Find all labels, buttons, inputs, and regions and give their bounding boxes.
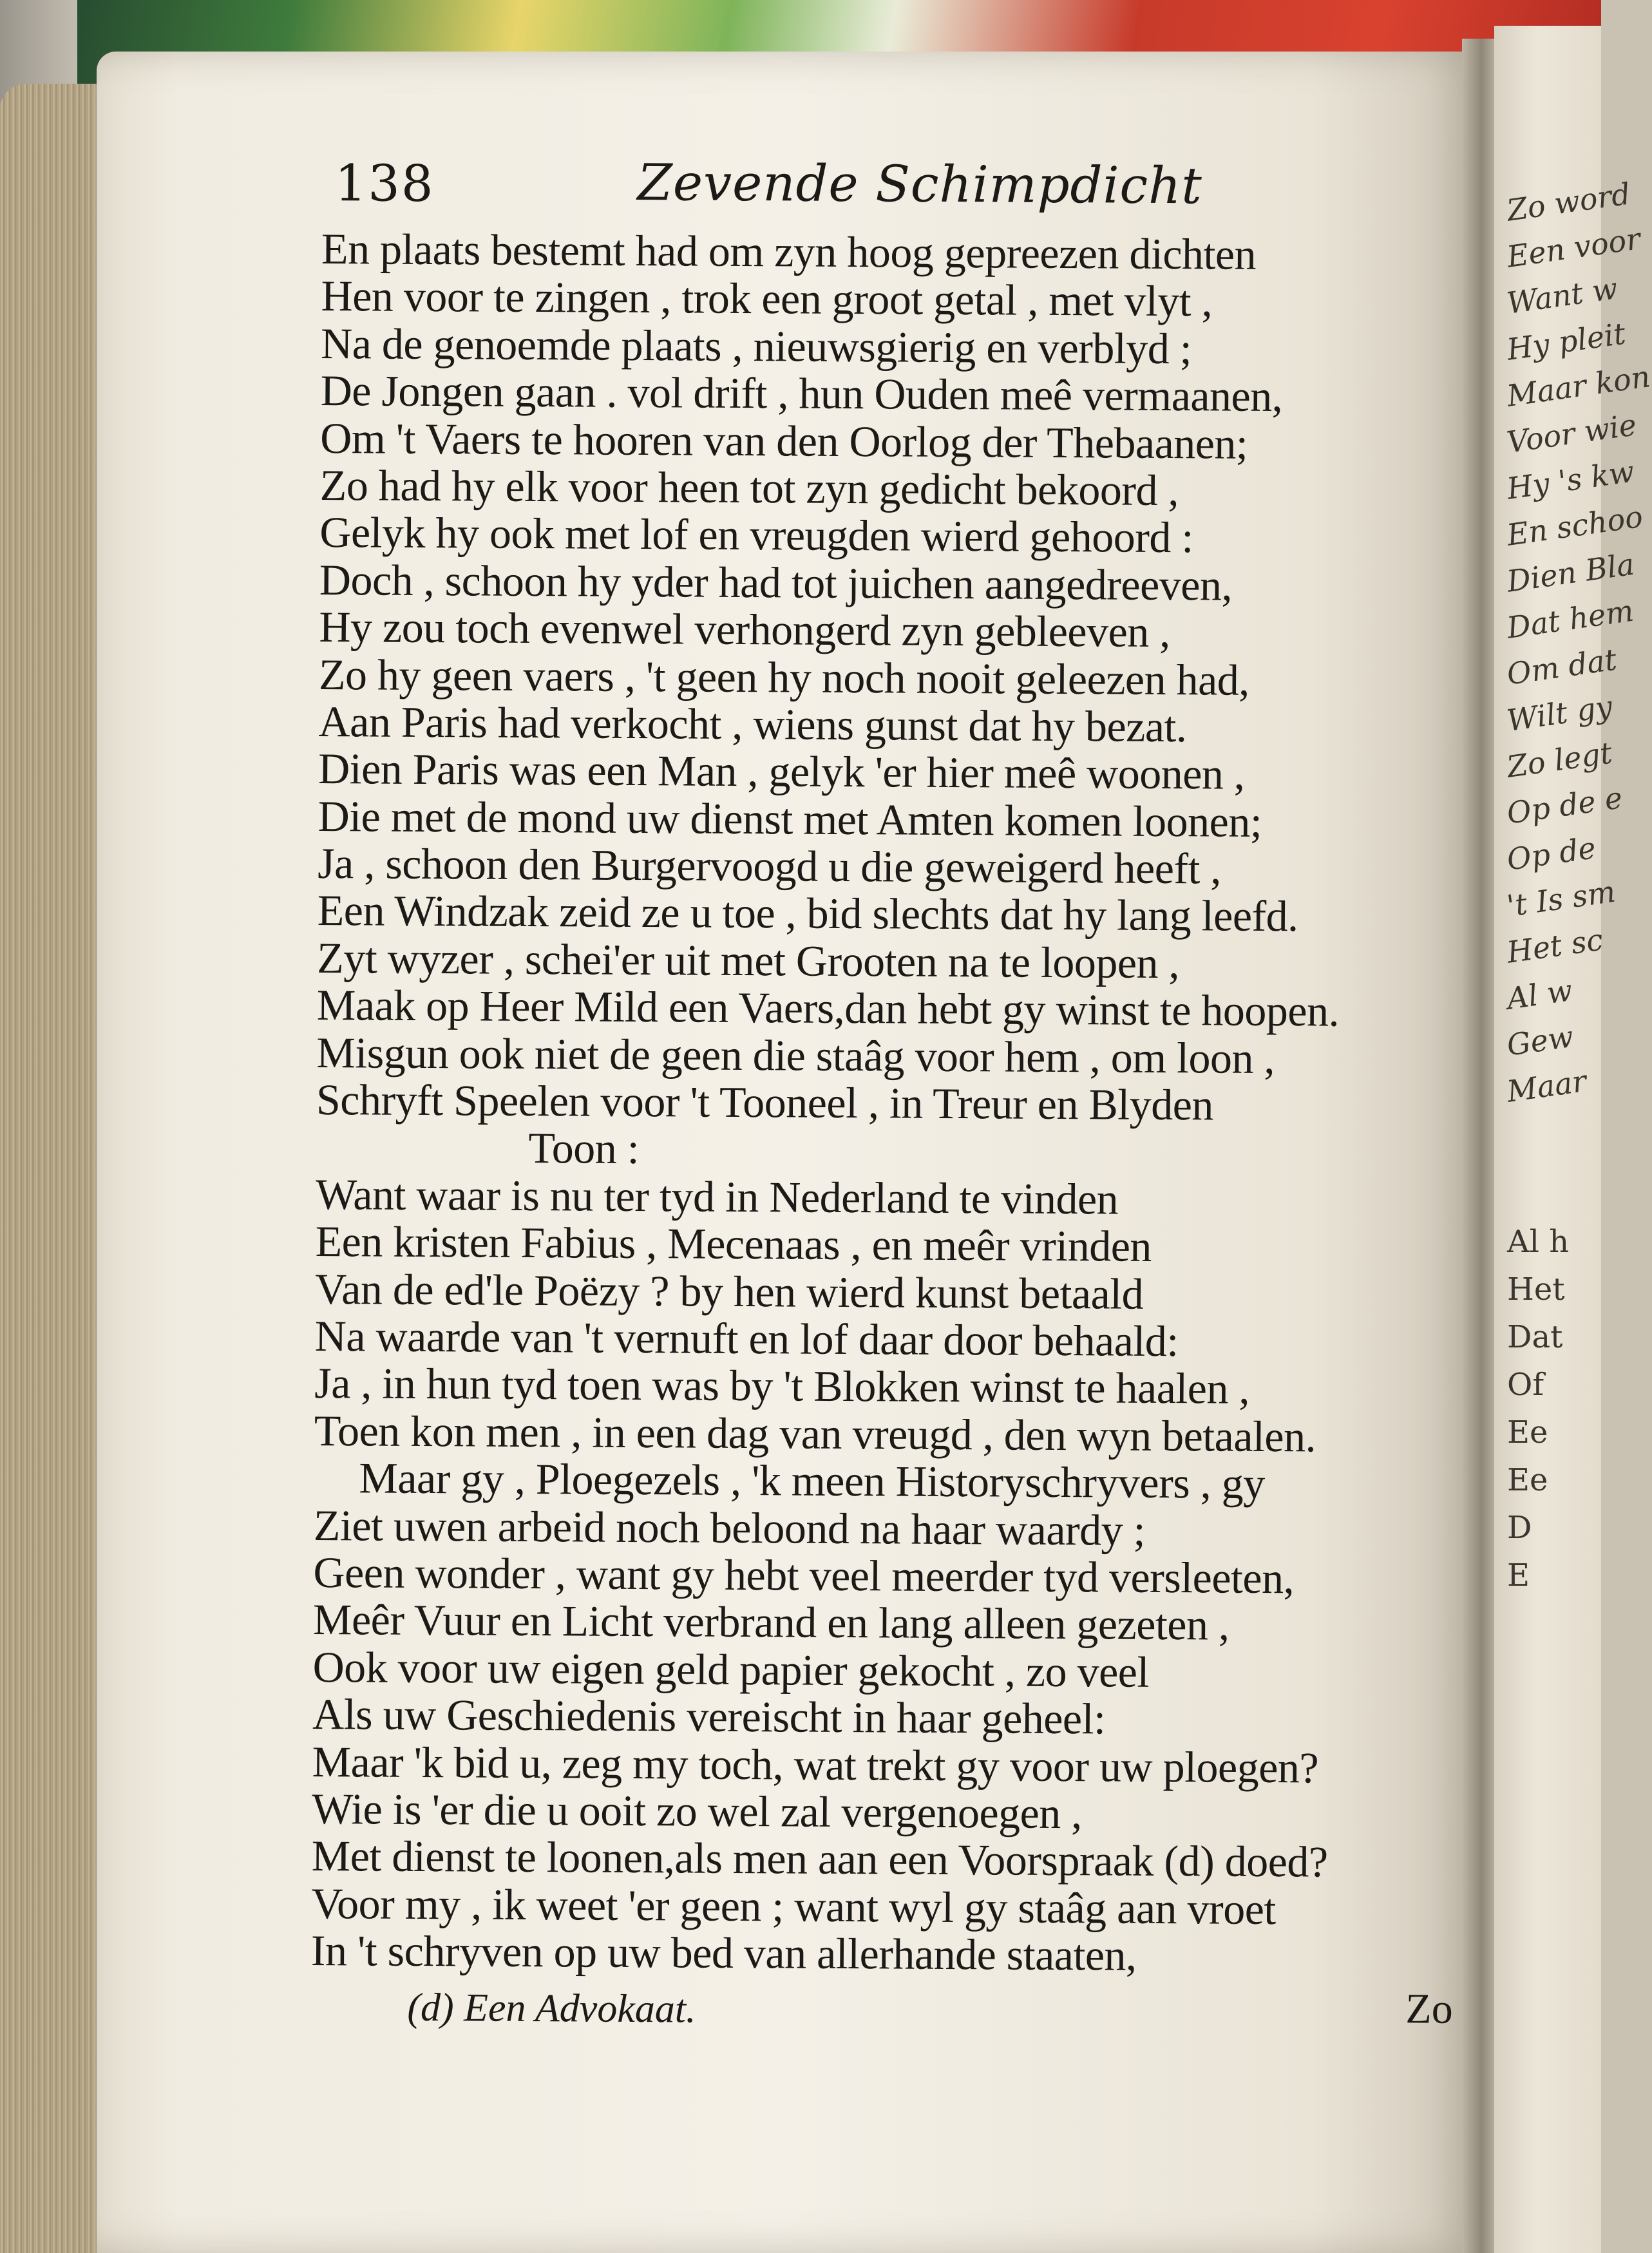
poem-line: Maar 'k bid u, zeg my toch, wat trekt gy voor uw ploegen? bbox=[312, 1736, 1319, 1792]
facing-page-line: Zo legt bbox=[1505, 735, 1615, 784]
facing-page-line: Dat bbox=[1507, 1319, 1563, 1355]
facing-page-line: Voor wie bbox=[1505, 407, 1639, 460]
book-page-right bbox=[1494, 26, 1652, 2253]
poem-line: Die met de mond uw dienst met Amten komen loonen; bbox=[318, 791, 1262, 846]
poem-line: Hy zou toch evenwel verhongerd zyn gebleeven , bbox=[319, 602, 1171, 657]
facing-page-line: Ee bbox=[1507, 1462, 1548, 1498]
facing-page-line: Maar kon bbox=[1505, 359, 1652, 414]
page-text-block bbox=[310, 148, 1481, 2043]
facing-page-line: Het bbox=[1507, 1271, 1565, 1307]
poem-line: Ja , in hun tyd toen was by 't Blokken winst te haalen , bbox=[314, 1358, 1250, 1414]
facing-page-line: Het sc bbox=[1505, 922, 1606, 970]
facing-page-line: Dat hem bbox=[1505, 593, 1636, 645]
poem-line: Van de ed'le Poëzy ? by hen wierd kunst betaald bbox=[314, 1264, 1144, 1318]
facing-page-line: Al h bbox=[1507, 1224, 1570, 1260]
poem-line: Aan Paris had verkocht , wiens gunst dat hy bezat. bbox=[318, 696, 1187, 752]
poem-line: Ziet uwen arbeid noch beloond na haar waardy ; bbox=[313, 1500, 1146, 1555]
poem-line: Ook voor uw eigen geld papier gekocht , zo veel bbox=[312, 1642, 1150, 1697]
poem-line: De Jongen gaan . vol drift , hun Ouden meê vermaanen, bbox=[320, 366, 1283, 421]
poem-line: Gelyk hy ook met lof en vreugden wierd gehoord : bbox=[319, 508, 1193, 562]
poem-line: Na waarde van 't vernuft en lof daar door behaald: bbox=[314, 1311, 1179, 1366]
poem-line: Meêr Vuur en Licht verbrand en lang alleen gezeten , bbox=[312, 1595, 1230, 1649]
poem-line: Ja , schoon den Burgervoogd u die geweigerd heeft , bbox=[317, 839, 1222, 893]
poem-line: Een kristen Fabius , Mecenaas , en meêr vrinden bbox=[315, 1217, 1152, 1271]
facing-page-line: Ee bbox=[1507, 1414, 1548, 1450]
poem-line: Als uw Geschiedenis vereischt in haar geheel: bbox=[312, 1689, 1106, 1744]
poem-line: Maak op Heer Mild een Vaers,dan hebt gy winst te hoopen. bbox=[316, 980, 1340, 1036]
facing-page-line: E bbox=[1507, 1557, 1530, 1593]
page-number: 138 bbox=[334, 155, 435, 214]
poem-line: Want waar is nu ter tyd in Nederland te vinden bbox=[315, 1169, 1119, 1224]
facing-page-line: Hy 's kw bbox=[1505, 453, 1637, 506]
facing-page-line: Al w bbox=[1505, 973, 1575, 1016]
poem-line: Hen voor te zingen , trok een groot getal , met vlyt , bbox=[321, 271, 1213, 326]
poem-line: Toon : bbox=[528, 1123, 640, 1174]
facing-page-line: Gew bbox=[1505, 1018, 1576, 1063]
poem-line: Een Windzak zeid ze u toe , bid slechts dat hy lang leefd. bbox=[317, 886, 1298, 941]
poem-line: Voor my , ik weet 'er geen ; want wyl gy staâg aan vroet bbox=[311, 1878, 1277, 1934]
facing-page-line: Dien Bla bbox=[1505, 546, 1637, 599]
poem-text bbox=[311, 225, 1481, 1981]
poem-line: Misgun ook niet de geen die staâg voor hem , om loon , bbox=[316, 1027, 1275, 1083]
facing-page-line: 't Is sm bbox=[1505, 873, 1618, 924]
facing-page-line: Maar bbox=[1505, 1063, 1589, 1109]
poem-line: In 't schryven op uw bed van allerhande staaten, bbox=[310, 1926, 1137, 1980]
poem-line: Doch , schoon hy yder had tot juichen aangedreeven, bbox=[319, 555, 1233, 610]
facing-page-line: Om dat bbox=[1505, 642, 1619, 692]
facing-page-line: Hy pleit bbox=[1505, 316, 1628, 367]
poem-line: Na de genoemde plaats , nieuwsgierig en verblyd ; bbox=[320, 318, 1192, 374]
poem-line: Wie is 'er die u ooit zo wel zal vergenoegen , bbox=[312, 1783, 1083, 1838]
facing-page-line: Of bbox=[1507, 1367, 1544, 1403]
poem-line: Schryft Speelen voor 't Tooneel , in Treur en Blyden bbox=[316, 1075, 1214, 1130]
facing-page-line: Wilt gy bbox=[1505, 689, 1615, 738]
facing-page-line: Zo word bbox=[1505, 176, 1633, 228]
running-title: Zevende Schimpdicht bbox=[637, 153, 1202, 216]
poem-line: En plaats bestemt had om zyn hoog gepreezen dichten bbox=[321, 223, 1257, 279]
footnote: (d) Een Advokaat. bbox=[407, 1986, 696, 2032]
poem-line: Om 't Vaers te hooren van den Oorlog der Thebaanen; bbox=[320, 413, 1248, 468]
poem-line: Zyt wyzer , schei'er uit met Grooten na te loopen , bbox=[317, 933, 1180, 988]
page-footer bbox=[310, 1978, 1470, 2043]
facing-page-line: Een voor bbox=[1505, 221, 1643, 274]
poem-line: Dien Paris was een Man , gelyk 'er hier meê woonen , bbox=[318, 744, 1245, 799]
facing-page-line: D bbox=[1507, 1510, 1532, 1546]
facing-page-line: Want w bbox=[1505, 271, 1620, 321]
poem-line: Maar gy , Ploegezels , 'k meen Historyschryvers , gy bbox=[359, 1453, 1265, 1508]
page-header bbox=[321, 148, 1481, 233]
poem-line: Met dienst te loonen,als men aan een Voorspraak (d) doed? bbox=[311, 1831, 1328, 1887]
poem-line: Zo had hy elk voor heen tot zyn gedicht bekoord , bbox=[319, 460, 1179, 515]
facing-page-line: Op de bbox=[1505, 830, 1598, 877]
poem-line: Geen wonder , want gy hebt veel meerder tyd versleeten, bbox=[313, 1547, 1295, 1603]
facing-page-line: En schoo bbox=[1505, 499, 1645, 553]
poem-line: Zo hy geen vaers , 't geen hy noch nooit geleezen had, bbox=[318, 649, 1250, 705]
facing-page-line: Op de e bbox=[1505, 780, 1625, 831]
poem-line: Toen kon men , in een dag van vreugd , den wyn betaalen. bbox=[314, 1405, 1316, 1461]
catchword: Zo bbox=[1405, 1985, 1453, 2033]
